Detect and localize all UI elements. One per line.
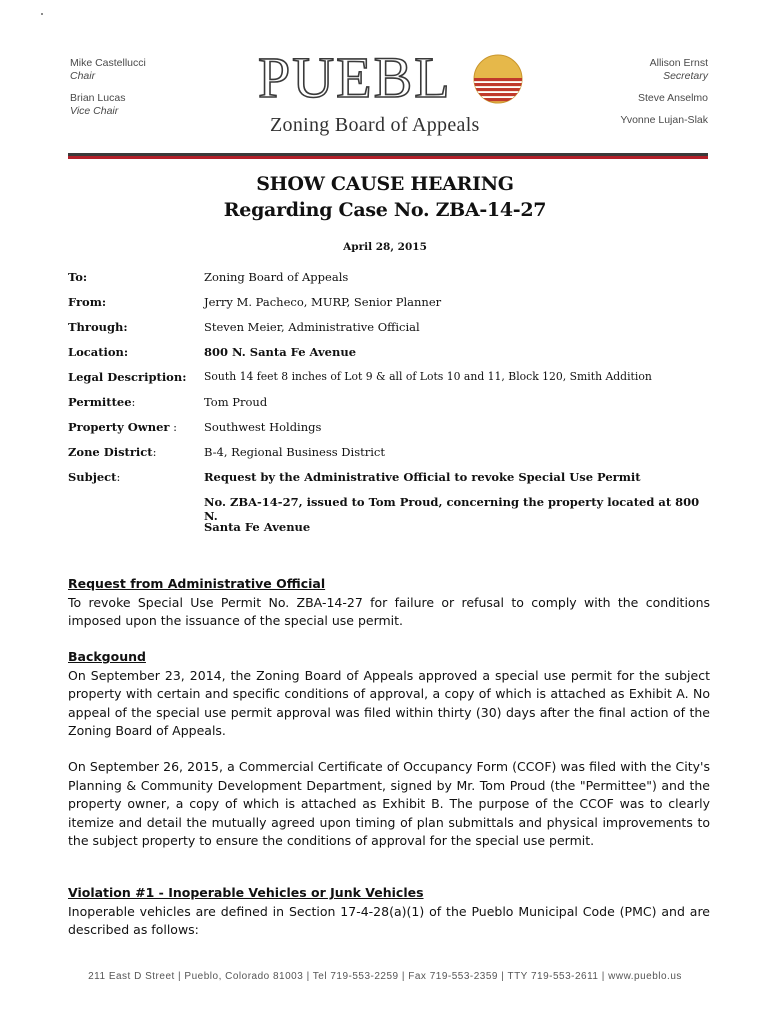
label-colon: : [169, 420, 177, 434]
memo-value: B-4, Regional Business District [204, 445, 385, 459]
subject-line: Santa Fe Avenue [204, 520, 311, 534]
member-name: Allison Ernst [649, 57, 708, 69]
header-rule-red [68, 156, 708, 159]
board-members-left [70, 57, 146, 127]
label-colon: : [116, 470, 121, 484]
subject-line: Request by the Administrative Official to revoke Special Use Permit [204, 470, 641, 484]
board-member [70, 92, 146, 118]
document-date: April 28, 2015 [343, 241, 427, 253]
section-request [68, 575, 710, 631]
memo-value: Jerry M. Pacheco, MURP, Senior Planner [204, 295, 442, 309]
memo-label: From: [68, 295, 107, 309]
memo-row-subject [68, 470, 718, 545]
board-member [620, 92, 708, 105]
section-background [68, 648, 710, 741]
memo-label [68, 395, 135, 409]
memo-label: Legal Description: [68, 370, 187, 384]
memo-label [68, 420, 177, 434]
member-role: Chair [70, 70, 96, 82]
scan-speck [41, 13, 43, 15]
section-paragraph: On September 26, 2015, a Commercial Certificate of Occupancy Form (CCOF) was filed with the City's Planning & Community Development Department, signed by Mr. Tom Proud (the "Permittee") and the property owner, a copy of which is attached as Exhibit B. The purpose of the CCOF was to clearly itemize and detail the mutually agreed upon timing of plan submittals and physical improvements to the subject property to ensure the conditions of approval for the special use permit. [68, 759, 710, 848]
memo-label: To: [68, 270, 88, 284]
memo-value: 800 N. Santa Fe Avenue [204, 345, 357, 359]
section-heading: Violation #1 - Inoperable Vehicles or Junk Vehicles [68, 885, 424, 900]
member-name: Mike Castellucci [70, 57, 146, 69]
memo-value: Zoning Board of Appeals [204, 270, 349, 284]
memo-row-to [68, 270, 718, 295]
document-subtitle: Regarding Case No. ZBA-14-27 [223, 199, 547, 221]
label-colon: : [131, 395, 136, 409]
member-role: Vice Chair [70, 105, 119, 117]
board-name: Zoning Board of Appeals [270, 114, 480, 136]
board-member [70, 57, 146, 83]
label-text: Permittee [68, 395, 132, 409]
section-violation-1 [68, 884, 710, 940]
member-name: Yvonne Lujan-Slak [620, 114, 708, 126]
memo-value: Southwest Holdings [204, 420, 322, 434]
memo-row-location [68, 345, 718, 370]
memo-value: South 14 feet 8 inches of Lot 9 & all of Lots 10 and 11, Block 120, Smith Addition [204, 370, 652, 383]
memo-value [204, 470, 714, 545]
memo-label: Through: [68, 320, 128, 334]
pueblo-logo [258, 45, 528, 110]
label-colon: : [152, 445, 157, 459]
board-member [620, 57, 708, 83]
memo-row-property-owner [68, 420, 718, 445]
label-text: Property Owner [68, 420, 170, 434]
memo-header [68, 270, 718, 545]
sun-emblem-icon [470, 52, 526, 106]
section-paragraph: On September 23, 2014, the Zoning Board of Appeals approved a special use permit for the subject property with certain and specific conditions of approval, a copy of which is attached as Exhibit A. No appeal of the special use permit approval was filed within thirty (30) days after the final action of the Zoning Board of Appeals. [68, 667, 710, 738]
memo-row-zone-district [68, 445, 718, 470]
memo-label [68, 445, 157, 459]
memo-row-through [68, 320, 718, 345]
letterhead-footer: 211 East D Street | Pueblo, Colorado 81003 | Tel 719-553-2259 | Fax 719-553-2359 | TTY 719-553-2611 | www.pueblo.us [88, 971, 682, 982]
member-name: Steve Anselmo [637, 92, 708, 104]
section-paragraph: To revoke Special Use Permit No. ZBA-14-27 for failure or refusal to comply with the conditions imposed upon the issuance of the special use permit. [68, 594, 710, 628]
memo-value: Tom Proud [204, 395, 268, 409]
memo-label [68, 470, 120, 484]
board-member [620, 114, 708, 127]
logo-wordmark: PUEBL [258, 45, 452, 110]
memo-value: Steven Meier, Administrative Official [204, 320, 420, 334]
section-paragraph: Inoperable vehicles are defined in Section 17-4-28(a)(1) of the Pueblo Municipal Code (PMC) and are described as follows: [68, 903, 710, 937]
memo-label: Location: [68, 345, 129, 359]
section-heading: Request from Administrative Official [68, 576, 326, 591]
section-heading: Backgound [68, 649, 146, 664]
label-text: Subject [68, 470, 117, 484]
memo-row-from [68, 295, 718, 320]
label-text: Zone District [68, 445, 153, 459]
document-title: SHOW CAUSE HEARING [256, 173, 514, 195]
board-members-right [620, 57, 708, 136]
member-name: Brian Lucas [70, 92, 126, 104]
memo-row-legal-description [68, 370, 718, 395]
section-background-continued [68, 758, 710, 851]
member-role: Secretary [663, 70, 708, 82]
subject-line: No. ZBA-14-27, issued to Tom Proud, concerning the property located at 800 N. [204, 495, 700, 523]
memo-row-permittee [68, 395, 718, 420]
